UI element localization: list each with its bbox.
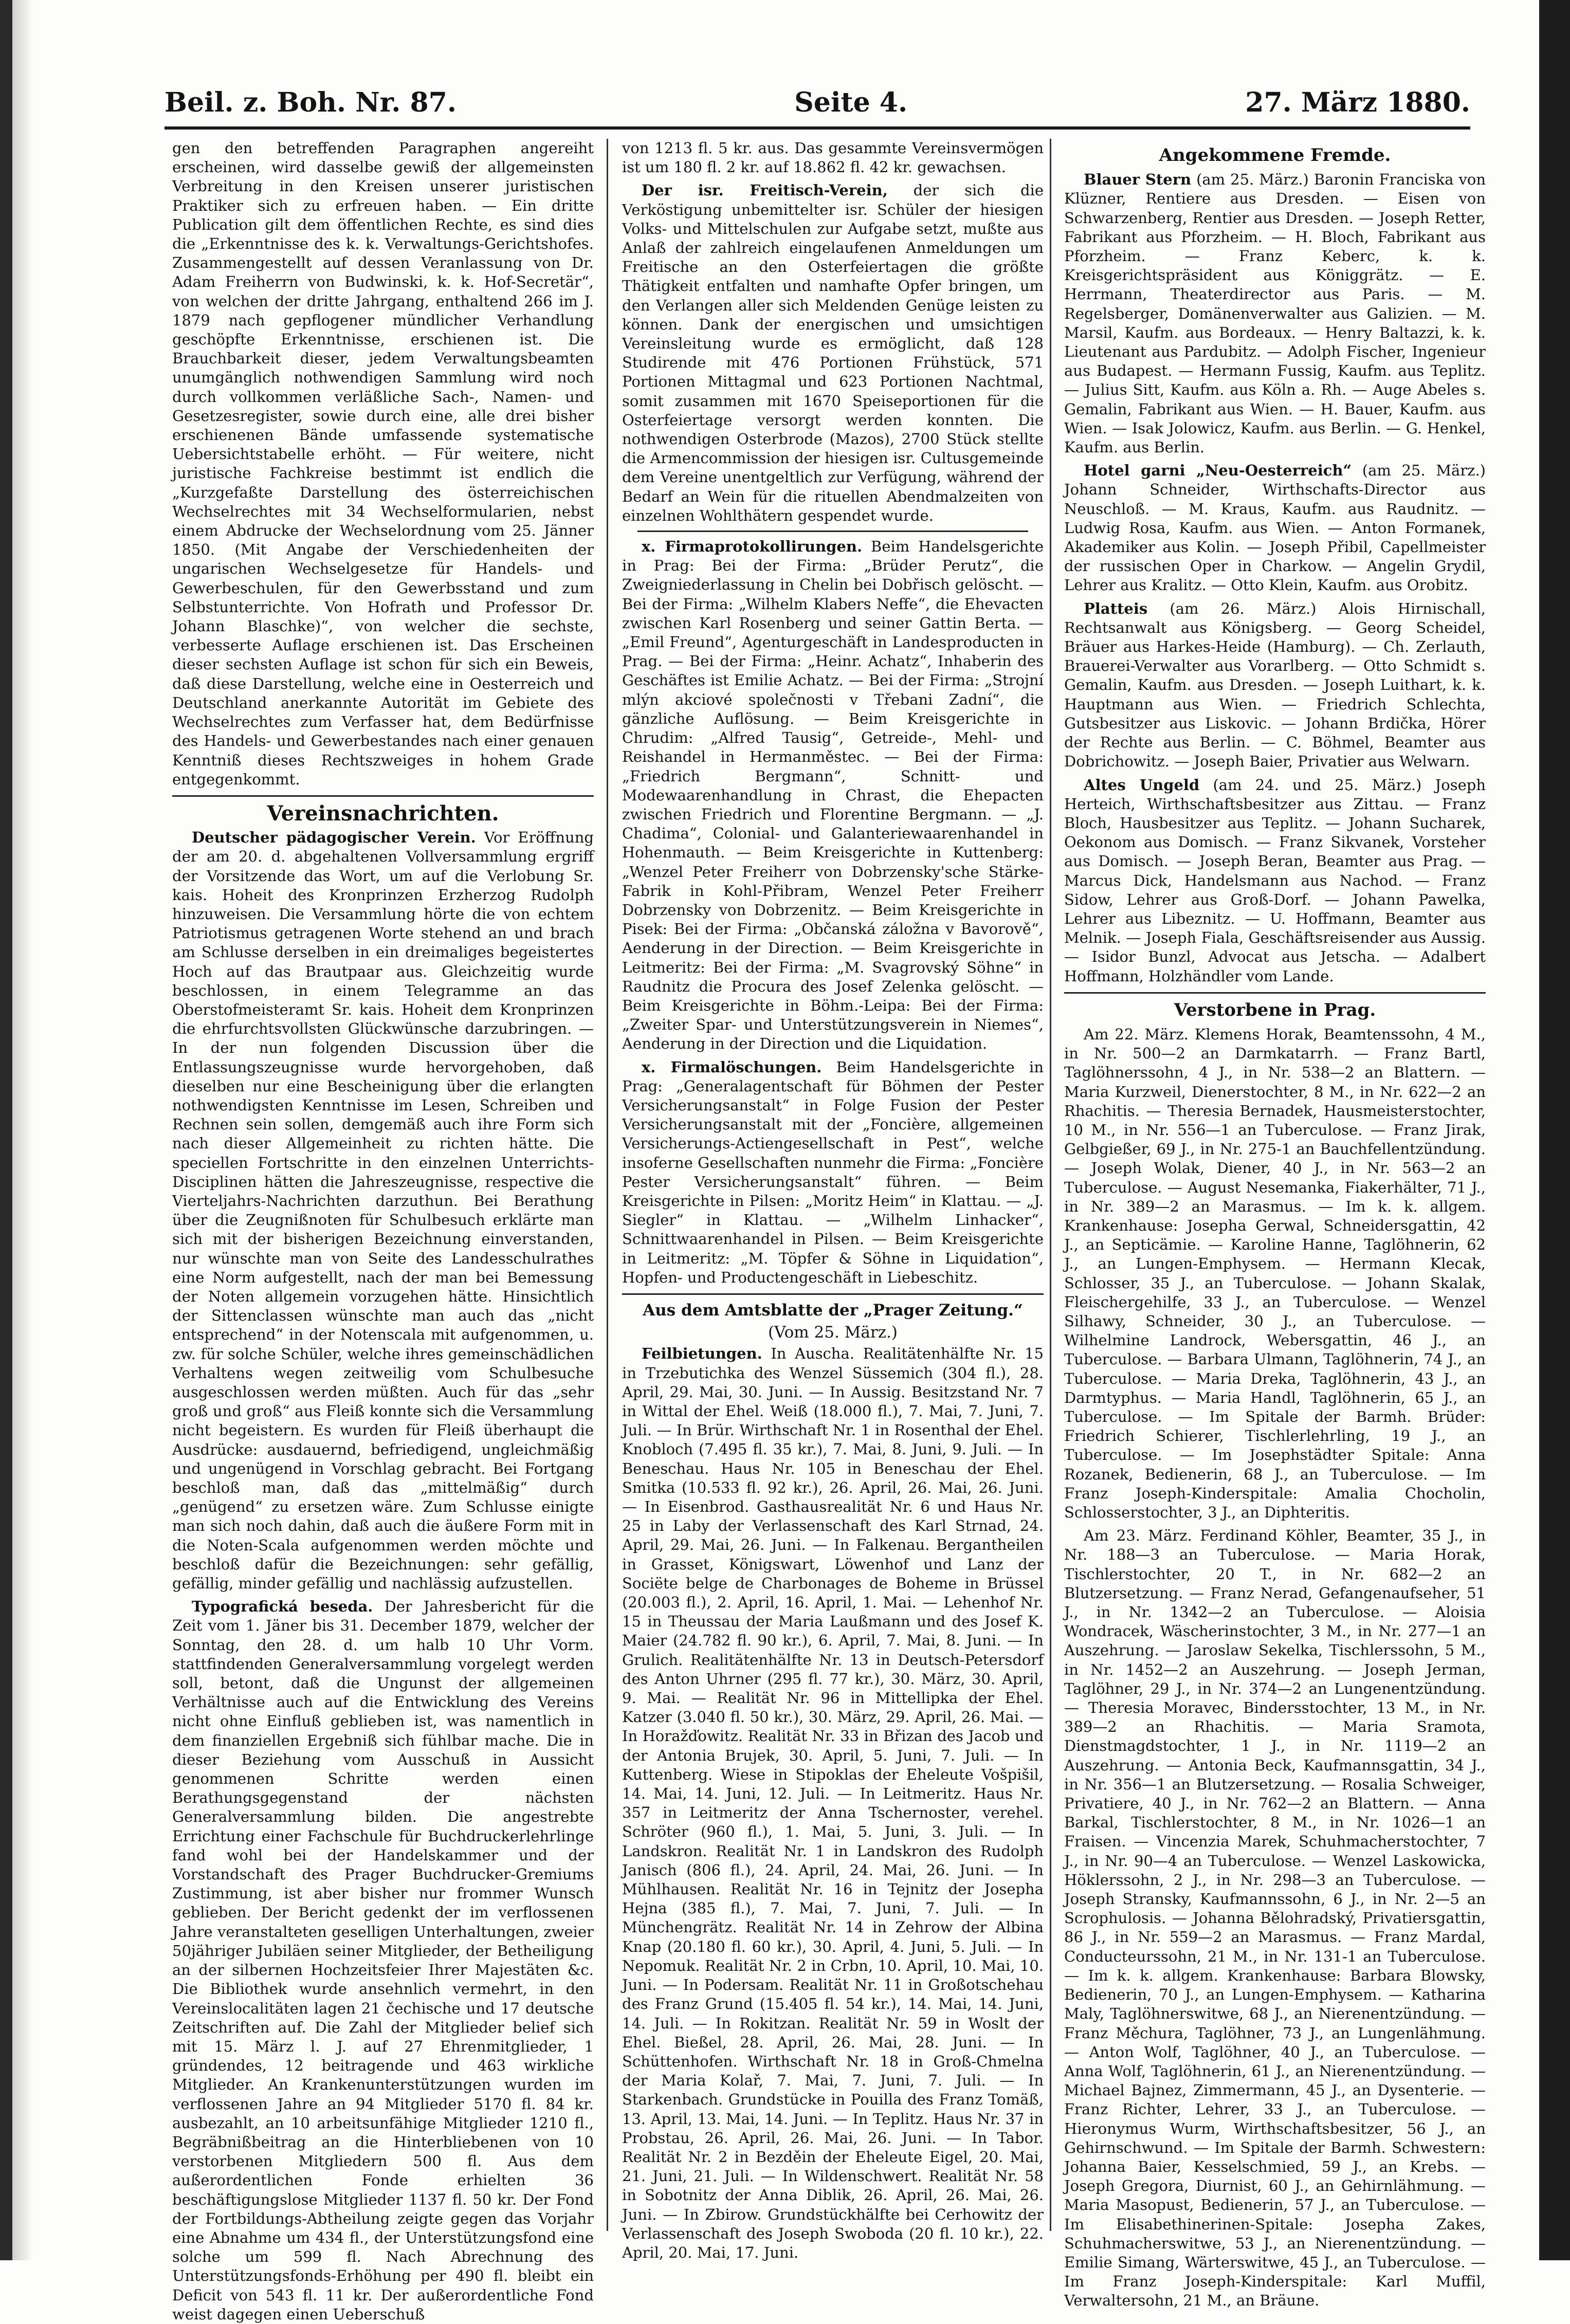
section-title: Angekommene Fremde. [1159,145,1391,166]
paragraph-text: der sich die Verköstigung unbemittelter isr. Schüler der hiesigen Volks- und Mittelschulen zur Aufgabe setzt, mußte aus Anlaß der zahlreich eingelaufenen Anmeldungen um Freitische an den Osterfeiertagen die größte Thätigkeit entfalten und namhafte Opfer bringen, um den Verlangen aller sich Meldenden Genüge leisten zu können. Dank der energischen und umsichtigen Vereinsleitung wurde es ermöglicht, daß 128 Studirende mit 476 Portionen Frühstück, 571 Portionen Mittagmal und 623 Portionen Nachtmal, somit zusammen mit 1670 Speiseportionen für die Osterfeiertage versorgt werden konnten. Die nothwendigen Osterbrode (Mazos), 2700 Stück stellte die Armencommission der hiesigen isr. Cultusgemeinde dem Vereine unentgeltlich zur Verfügung, während der Bedarf an Wein für die rituellen Abendmalzeiten von einzelnen Wohlthätern gespendet wurde. [622,181,1044,524]
column-2 [622,139,1044,2261]
header-page-number: Seite 4. [794,87,908,118]
hotel-date: (am 25. März.) [1362,462,1486,480]
scan-shadow [12,0,33,2260]
column-divider [607,139,608,2231]
article-paragraph: von 1213 fl. 5 kr. aus. Das gesammte Vereinsvermögen ist um 180 fl. 2 kr. auf 18.862 fl. 42 kr. gewachsen. [622,139,1044,176]
hotel-guests: Baronin Franciska von Klüzner, Rentiere aus Dresden. — Eisen von Schwarzenberg, Rentier aus Dresden. — Joseph Retter, Fabrikant aus Pforzheim. — H. Bloch, Fabrikant aus Pforzheim. — Franz Keberc, k. k. Kreisgerichtspräsident aus Königgrätz. — E. Herrmann, Theaterdirector aus Paris. — M. Regelsberger, Domänenverwalter aus Galizien. — M. Marsil, Kaufm. aus Bordeaux. — Henry Baltazzi, k. k. Lieutenant aus Pardubitz. — Adolph Fischer, Ingenieur aus Budapest. — Hermann Fussig, Kaufm. aus Teplitz. — Julius Sitt, Kaufm. aus Köln a. Rh. — Auge Abeles s. Gemalin, Fabrikant aus Wien. — H. Bauer, Kaufm. aus Wien. — Isak Jolowicz, Kaufm. aus Berlin. — G. Henkel, Kaufm. aus Berlin. [1064,171,1486,456]
column-1 [172,139,594,2323]
section-title: Vereinsnachrichten. [267,801,499,826]
section-rule [622,1293,1044,1295]
paragraph-text: Beim Handelsgerichte in Prag: Bei der Firma: „Brüder Perutz“, die Zweigniederlassung in Chelin bei Dobřisch gelöscht. — Bei der Firma: „Wilhelm Klabers Neffe“, die Ehevacten zwischen Karl Rosenberg und seiner Gattin Berta. — „Emil Freund“, Agenturgeschäft in Landesproducten in Prag. — Bei der Firma: „Heinr. Achatz“, Inhaberin des Geschäftes ist Emilie Achatz. — Bei der Firma: „Strojní mlýn akciové společnosti v Třebani Zadní“, die gänzliche Auflösung. — Beim Kreisgerichte in Chrudim: „Alfred Tausig“, Getreide-, Mehl- und Reishandel in Hermanměstec. — Bei der Firma: „Friedrich Bergmann“, Schnitt- und Modewaarenhandlung in Chrast, die Ehepacten zwischen Friedrich und Florentine Bergmann. — „J. Chadima“, Colonial- und Galanteriewaarenhandel in Hohenmauth. — Beim Kreisgerichte in Kuttenberg: „Wenzel Peter Freiherr von Dobrzensky'sche Stärke-Fabrik in Kohl-Přibram, Wenzel Peter Freiherr Dobrzensky von Dobrzenitz. — Beim Kreisgerichte in Pisek: Bei der Firma: „Občanská záložna v Bavorově“, Aenderung in der Direction. — Beim Kreisgerichte in Leitmeritz: Bei der Firma: „M. Svagrovský Söhne“ in Raudnitz die Procura des Josef Zelenka gelöscht. — Beim Kreisgerichte in Böhm.-Leipa: Bei der Firma: „Zweiter Spar- und Unterstützungsverein in Niemes“, Aenderung in der Direction und die Liquidation. [622,538,1044,1053]
column-3 [1064,139,1486,2310]
section-rule [637,530,1028,532]
header-supplement: Beil. z. Boh. Nr. 87. [165,87,457,118]
paragraph-text: Beim Handelsgerichte in Prag: „Generalagentschaft für Böhmen der Pester Versicherungsanstalt“ in Folge Fusion der Pester Versicherungsanstalt mit der „Foncière, allgemeinen Versicherungs-Actiengesellschaft in Pest“, welche insoferne Gesellschaften nunmehr die Firma: „Foncière Pester Versicherungsanstalt“ führen. — Beim Kreisgerichte in Pilsen: „Moritz Heim“ in Klattau. — „J. Siegler“ in Klattau. — „Wilhelm Linhacker“, Schnittwaarenhandel in Pilsen. — Beim Kreisgerichte in Leitmeritz: „M. Töpfer & Söhne in Liquidation“, Hopfen- und Productengeschäft in Liebeschitz. [622,1058,1044,1286]
hotel-entry [1064,461,1486,595]
paragraph-lead: Deutscher pädagogischer Verein. [192,829,476,847]
column-divider [1050,139,1051,2231]
hotel-name: Altes Ungeld [1084,776,1200,794]
article-paragraph: gen den betreffenden Paragraphen angereiht erscheinen, wird dasselbe gewiß der allgemeinsten Verbreitung in den Kreisen unserer juristischen Praktiker sich zu erfreuen haben. — Ein dritte Publication gilt dem öffentlichen Rechte, es sind dies die „Erkenntnisse des k. k. Verwaltungs-Gerichtshofes. Zusammengestellt auf dessen Veranlassung von Dr. Adam Freiherrn von Budwinski, k. k. Hof-Secretär“, von welchen der dritte Jahrgang, enthaltend 266 im J. 1879 nach gepflogener mündlicher Verhandlung geschöpfte Erkenntnisse, erschienen ist. Die Brauchbarkeit dieser, jedem Verwaltungsbeamten unumgänglich nothwendigen Sammlung wird noch durch vollkommen verläßliche Sach-, Namen- und Gesetzesregister, sowie durch eine, alle drei bisher erschienenen Bände umfassende systematische Uebersichtstabelle erhöht. — Für weitere, nicht juristische Fachkreise bestimmt ist endlich die „Kurzgefaßte Darstellung des österreichischen Wechselrechtes mit 34 Wechselformularien, nebst einem Abdrucke der Wechselordnung vom 25. Jänner 1850. (Mit Angabe der Verschiedenheiten der ungarischen Wechselgesetze für Handels- und Gewerbeschulen, für den Gewerbsstand und zum Selbstunterrichte. Von Hofrath und Professor Dr. Johann Blaschke)“, von welcher die sechste, verbesserte Auflage erschienen ist. Das Erscheinen dieser sechsten Auflage ist schon für sich ein Beweis, daß diese Darstellung, welche eine in Oesterreich und Deutschland anerkannte Autorität im Gebiete des Wechselrechtes zum Verfasser hat, dem Bedürfnisse des Handels- und Gewerbestandes nach einer genauen Kenntniß dieses Rechtszweiges in hohem Grade entgegenkommt. [172,139,594,788]
hotel-entry [1064,599,1486,772]
hotel-name: Hotel garni „Neu-Oesterreich“ [1084,462,1352,480]
section-rule [1064,992,1486,994]
article-paragraph [622,1058,1044,1287]
section-title: Verstorbene in Prag. [1174,999,1376,1020]
article-paragraph [622,181,1044,525]
death-notices: Am 22. März. Klemens Horak, Beamtenssohn, 4 M., in Nr. 500—2 an Darmkatarrh. — Franz Bartl, Taglöhnerssohn, 4 J., in Nr. 538—2 an Blattern. — Maria Kurzweil, Dienerstochter, 8 M., in Nr. 622—2 an Rhachitis. — Theresia Bernadek, Hausmeisterstochter, 10 M., in Nr. 556—1 an Tuberculose. — Franz Jirak, Gelbgießer, 69 J., in Nr. 275-1 an Bauchfellentzündung. — Joseph Wolak, Diener, 40 J., in Nr. 563—2 an Tuberculose. — August Nesemanka, Fiakerhälter, 71 J., in Nr. 389—2 an Marasmus. — Im k. k. allgem. Krankenhause: Josepha Gerwal, Schneidersgattin, 42 J., an Septicämie. — Karoline Hanne, Taglöhnerin, 62 J., an Lungen-Emphysem. — Hermann Klecak, Schlosser, 35 J., an Tuberculose. — Johann Skalak, Fleischergehilfe, 33 J., an Tuberculose. — Wenzel Silhawy, Schneider, 30 J., an Tuberculose. — Wilhelmine Landrock, Webersgattin, 46 J., an Tuberculose. — Barbara Ulmann, Taglöhnerin, 74 J., an Tuberculose. — Maria Dreka, Taglöhnerin, 43 J., an Darmtyphus. — Maria Handl, Taglöhnerin, 65 J., an Tuberculose. — Im Spitale der Barmh. Brüder: Friedrich Schierer, Tischlerlehrling, 19 J., an Tuberculose. — Im Josephstädter Spitale: Anna Rozanek, Bedienerin, 68 J., an Tuberculose. — Im Franz Joseph-Kinderspitale: Amalia Chocholin, Schlosserstochter, 3 J., an Diphteritis. [1064,1025,1486,1522]
section-title: Aus dem Amtsblatte der „Prager Zeitung.“ [643,1301,1023,1320]
header-rule [165,126,1470,130]
hotel-date: (am 24. und 25. März.) [1213,776,1422,794]
paragraph-lead: x. Firmaprotokollirungen. [642,538,863,556]
hotel-entry [1064,776,1486,986]
hotel-name: Blauer Stern [1084,171,1192,189]
paragraph-lead: Feilbietungen. [642,1345,762,1363]
paragraph-lead: x. Firmalöschungen. [642,1058,822,1076]
article-paragraph [622,537,1044,1053]
hotel-date: (am 25. März.) [1196,171,1309,189]
paragraph-lead: Der isr. Freitisch-Verein, [642,181,888,199]
page-header [165,77,1470,118]
hotel-name: Platteis [1084,599,1148,617]
article-paragraph [172,1597,594,2324]
paragraph-lead: Typografická beseda. [192,1598,373,1616]
paragraph-text: Der Jahresbericht für die Zeit vom 1. Jäner bis 31. December 1879, welcher der Sonntag, den 28. d. um halb 10 Uhr Vorm. stattfindenden Generalversammlung vorgelegt werden soll, betont, daß die Ungunst der allgemeinen Verhältnisse auch auf die Entwicklung des Vereins nicht ohne Einfluß geblieben ist, was namentlich in dem finanziellen Ergebniß sich fühlbar mache. Die in dieser Beziehung vom Ausschuß in Aussicht genommenen Schritte werden einen Berathungsgegenstand der nächsten Generalversammlung bilden. Die angestrebte Errichtung einer Fachschule für Buchdruckerlehrlinge fand wohl bei der Handelskammer und der Vorstandschaft des Prager Buchdrucker-Gremiums Zustimmung, ist aber bisher nur frommer Wunsch geblieben. Der Bericht gedenkt der im verflossenen Jahre veranstalteten geselligen Unterhaltungen, zweier 50jähriger Jubiläen seiner Mitglieder, der Betheiligung an der silbernen Hochzeitsfeier Ihrer Majestäten &c. Die Bibliothek wurde ansehnlich vermehrt, in den Vereinslocalitäten lagen 21 čechische und 17 deutsche Zeitschriften auf. Die Zahl der Mitglieder belief sich mit 15. März l. J. auf 27 Ehrenmitglieder, 1 gründendes, 12 beitragende und 463 wirkliche Mitglieder. An Krankenunterstützungen wurden im verflossenen Jahre an 94 Mitglieder 5170 fl. 84 kr. ausbezahlt, an 10 arbeitsunfähige Mitglieder 1210 fl., Begräbnißbeitrag an die Hinterbliebenen von 10 verstorbenen Mitgliedern 500 fl. Aus dem außerordentlichen Fonde erhielten 36 beschäftigungslose Mitglieder 1137 fl. 50 kr. Der Fond der Fortbildungs-Abtheilung zeigte gegen das Vorjahr eine Abnahme um 434 fl., der Unterstützungsfond eine solche um 599 fl. Nach Abrechnung des Unterstützungsfonds-Erhöhung per 490 fl. bleibt ein Deficit von 543 fl. 11 kr. Der außerordentliche Fond weist dagegen einen Ueberschuß [172,1598,594,2323]
article-paragraph [172,828,594,1593]
scan-left-edge [0,0,12,2260]
section-rule [172,795,594,797]
hotel-guests: Johann Schneider, Wirthschafts-Director aus Neuschloß. — M. Kraus, Kaufm. aus Raudnitz. — Ludwig Rosa, Kaufm. aus Wien. — Anton Formanek, Akademiker aus Kolin. — Joseph Přibil, Capellmeister der russischen Oper in Charkow. — Angelin Grydil, Lehrer aus Kralitz. — Otto Klein, Kaufm. aus Orobitz. [1064,481,1486,594]
hotel-entry [1064,170,1486,457]
hotel-guests: Joseph Herteich, Wirthschaftsbesitzer aus Zittau. — Franz Bloch, Hausbesitzer aus Teplitz. — Johann Sucharek, Oekonom aus Domisch. — Franz Sikvanek, Vorsteher aus Domisch. — Joseph Beran, Beamter aus Prag. — Marcus Dick, Handelsmann aus Nachod. — Franz Sidow, Lehrer aus Groß-Dorf. — Johann Pawelka, Lehrer aus Libeznitz. — U. Hoffmann, Beamter aus Melnik. — Joseph Fiala, Geschäftsreisender aus Aussig. — Isidor Bunzl, Advocat aus Jetscha. — Adalbert Hoffmann, Holzhändler vom Lande. [1064,776,1486,985]
paragraph-text: In Auscha. Realitätenhälfte Nr. 15 in Trzebutichka des Wenzel Süssemich (304 fl.), 28. April, 29. Mai, 30. Juni. — In Aussig. Besitzstand Nr. 7 in Wittal der Ehel. Weiß (18.000 fl.), 7. Mai, 7. Juni, 7. Juli. — In Brür. Wirthschaft Nr. 1 in Rosenthal der Ehel. Knobloch (7.495 fl. 35 kr.), 7. Mai, 8. Juni, 9. Juli. — In Beneschau. Haus Nr. 105 in Beneschau der Ehel. Smitka (10.533 fl. 92 kr.), 26. April, 26. Mai, 26. Juni. — In Eisenbrod. Gasthausrealität Nr. 6 und Haus Nr. 25 in Laby der Verlassenschaft des Karl Strnad, 24. April, 29. Mai, 26. Juni. — In Falkenau. Bergantheilen in Grasset, Königswart, Löwenhof und Lanz der Sociëte belge de Charbonages de Boheme in Brüssel (20.003 fl.), 2. April, 16. April, 1. Mai. — Lehenhof Nr. 15 in Theussau der Maria Laußmann und des Josef K. Maier (24.782 fl. 90 kr.), 6. April, 7. Mai, 8. Juni. — In Grulich. Realitätenhälfte Nr. 13 in Deutsch-Petersdorf des Anton Uhrner (295 fl. 77 kr.), 30. März, 30. April, 9. Mai. — Realität Nr. 96 in Mittellipka der Ehel. Katzer (3.040 fl. 50 kr.), 30. März, 29. April, 26. Mai. — In Horažďowitz. Realität Nr. 33 in Břizan des Jacob und der Antonia Brujek, 30. April, 5. Juni, 7. Juli. — In Kuttenberg. Wiese in Stipoklas der Eheleute Vošpišil, 14. Mai, 14. Juni, 12. Juli. — In Leitmeritz. Haus Nr. 357 in Leitmeritz der Anna Tschernoster, verehel. Schröter (960 fl.), 1. Mai, 5. Juni, 3. Juli. — In Landskron. Realität Nr. 1 in Landskron des Rudolph Janisch (806 fl.), 24. April, 24. Mai, 26. Juni. — In Mühlhausen. Realität Nr. 16 in Tejnitz der Josepha Hejna (385 fl.), 7. Mai, 7. Juni, 7. Juli. — In Münchengrätz. Realität Nr. 14 in Zehrow der Albina Knap (20.180 fl. 60 kr.), 30. April, 4. Juni, 5. Juli. — In Nepomuk. Realität Nr. 2 in Crbn, 10. April, 10. Mai, 10. Juni. — In Podersam. Realität Nr. 11 in Großotschehau des Franz Grund (15.405 fl. 54 kr.), 14. Mai, 14. Juni, 14. Juli. — In Rokitzan. Realität Nr. 59 in Woslt der Ehel. Bießel, 28. April, 26. Mai, 28. Juni. — In Schüttenhofen. Wirthschaft Nr. 18 in Groß-Chmelna der Maria Kolař, 7. Mai, 7. Juni, 7. Juli. — In Starkenbach. Grundstücke in Pouilla des Franz Tomäß, 13. April, 13. Mai, 14. Juni. — In Teplitz. Haus Nr. 37 in Probstau, 26. April, 26. Mai, 26. Juni. — In Tabor. Realität Nr. 2 in Bezděin der Eheleute Eigel, 20. Mai, 21. Juni, 21. Juli. — In Wildenschwert. Realität Nr. 58 in Sobotnitz der Anna Diblik, 26. April, 26. Mai, 26. Juni. — In Zbirow. Grundstückhälfte bei Cerhowitz der Verlassenschaft des Joseph Swoboda (20 fl. 10 kr.), 22. April, 20. Mai, 17. Juni. [622,1345,1044,2261]
section-date: (Vom 25. März.) [768,1323,898,1342]
hotel-guests: Alois Hirnischall, Rechtsanwalt aus Königsberg. — Georg Scheidel, Bräuer aus Harkes-Heide (Hamburg). — Ch. Zerlauth, Brauerei-Verwalter aus Vorarlberg. — Otto Schmidt s. Gemalin, Kaufm. aus Dresden. — Joseph Luithart, k. k. Hauptmann aus Wien. — Friedrich Schlechta, Gutsbesitzer aus Liskovic. — Johann Brdička, Hörer der Rechte aus Berlin. — C. Böhmel, Beamter aus Dobrichowitz. — Joseph Baier, Privatier aus Welwarn. [1064,599,1486,771]
paragraph-text: Vor Eröffnung der am 20. d. abgehaltenen Vollversammlung ergriff der Vorsitzende das Wort, um auf die Verlobung Sr. kais. Hoheit des Kronprinzen Erzherzog Rudolph hinzuweisen. Die Versammlung hörte die von echtem Patriotismus getragenen Worte stehend an und brach am Schlusse derselben in ein dreimaliges begeistertes Hoch auf das Brautpaar aus. Gleichzeitig wurde beschlossen, in einem Telegramme an das Oberstofmeisteramt Sr. kais. Hoheit dem Kronprinzen die ehrfurchtsvollsten Glückwünsche darzubringen. — In der nun folgenden Discussion über die Entlassungszeugnisse wurde hervorgehoben, daß dieselben nur eine Bescheinigung über die erlangten nothwendigsten Kenntnisse im Lesen, Schreiben und Rechnen sein sollen, demgemäß auch ihre Form sich nach dieser Allgemeinheit zu richten hätte. Die speciellen Fortschritte in den einzelnen Unterrichts-Disciplinen hätten die Jahreszeugnisse, respective die Vierteljahrs-Nachrichten darzuthun. Bei Berathung über die Zeugnißnoten für Schulbesuch erklärte man sich mit der bisherigen Bezeichnung einverstanden, nur wünschte man von Seite des Landesschulrathes eine Norm aufgestellt, nach der man bei Bemessung der Noten allgemein vorzugehen hätte. Hinsichtlich der Sittenclassen wünschte man auch das „nicht entsprechend“ in der Notenscala mit aufgenommen, u. zw. für solche Schüler, welche ihres gemeinschädlichen Verhaltens wegen zeitweilig vom Schulbesuche ausgeschlossen werden müßten. Auch für das „sehr groß und groß“ aus Fleiß konnte sich die Versammlung nicht begeistern. Es wurden für Fleiß überhaupt die Ausdrücke: ausdauernd, befriedigend, ungleichmäßig und ungenügend in Vorschlag gebracht. Bei Fortgang beschloß man, daß das „mittelmäßig“ durch „genügend“ zu ersetzen wäre. Zum Schlusse einigte man sich noch dahin, daß auch die äußere Form mit in die Noten-Scala aufgenommen werden möchte und beschloß dafür die Bezeichnungen: sehr gefällig, gefällig, minder gefällig und nachlässig aufzustellen. [172,829,594,1593]
death-notices: Am 23. März. Ferdinand Köhler, Beamter, 35 J., in Nr. 188—3 an Tuberculose. — Maria Horak, Tischlerstochter, 20 T., in Nr. 682—2 an Blutzersetzung. — Franz Nerad, Gefangenaufseher, 51 J., in Nr. 1342—2 an Tuberculose. — Aloisia Wondracek, Wäscherinstochter, 3 M., in Nr. 277—1 an Auszehrung. — Jaroslaw Sekelka, Tischlerssohn, 5 M., in Nr. 1452—2 an Auszehrung. — Joseph Jerman, Taglöhner, 29 J., in Nr. 374—2 an Lungenentzündung. — Theresia Moravec, Bindersstochter, 13 M., in Nr. 389—2 an Rhachitis. — Maria Sramota, Dienstmagdstochter, 1 J., in Nr. 1119—2 an Auszehrung. — Antonia Beck, Kaufmannsgattin, 34 J., in Nr. 356—1 an Blutzersetzung. — Rosalia Schweiger, Privatiere, 40 J., in Nr. 762—2 an Blattern. — Anna Barkal, Tischlerstochter, 8 M., in Nr. 1026—1 an Fraisen. — Vincenzia Marek, Schuhmacherstochter, 7 J., in Nr. 90—4 an Tuberculose. — Wenzel Laskowicka, Höklerssohn, 2 J., in Nr. 298—3 an Tuberculose. — Joseph Stransky, Kaufmannssohn, 6 J., in Nr. 2—5 an Scrophulosis. — Johanna Bělohradský, Privatiersgattin, 86 J., in Nr. 559—2 an Marasmus. — Franz Mardal, Conducteurssohn, 21 M., in Nr. 131-1 an Tuberculose. — Im k. k. allgem. Krankenhause: Barbara Blowsky, Bedienerin, 70 J., an Lungen-Emphysem. — Katharina Maly, Taglöhnerswitwe, 68 J., an Nierenentzündung. — Franz Měchura, Taglöhner, 73 J., an Lungenlähmung. — Anton Wolf, Taglöhner, 40 J., an Tuberculose. — Anna Wolf, Taglöhnerin, 61 J., an Nierenentzündung. — Michael Bajnez, Zimmermann, 45 J., an Dysenterie. — Franz Richter, Lehrer, 33 J., an Tuberculose. — Hieronymus Wurm, Wirthschaftsbesitzer, 56 J., an Gehirnschwund. — Im Spitale der Barmh. Schwestern: Johanna Baier, Kesselschmied, 59 J., an Krebs. — Joseph Gregora, Diurnist, 60 J., an Gehirnlähmung. — Maria Masopust, Bedienerin, 57 J., an Tuberculose. — Im Elisabethinerinen-Spitale: Josepha Zakes, Schuhmacherswitwe, 53 J., an Nierenentzündung. — Emilie Simang, Wärterswitwe, 45 J., an Tuberculose. — Im Franz Joseph-Kinderspitale: Karl Muffil, Verwaltersohn, 21 M., an Bräune. [1064,1527,1486,2310]
article-paragraph [622,1344,1044,2262]
scan-right-edge [1539,0,1570,2260]
header-date: 27. März 1880. [1245,87,1470,118]
hotel-date: (am 26. März.) [1170,599,1317,617]
